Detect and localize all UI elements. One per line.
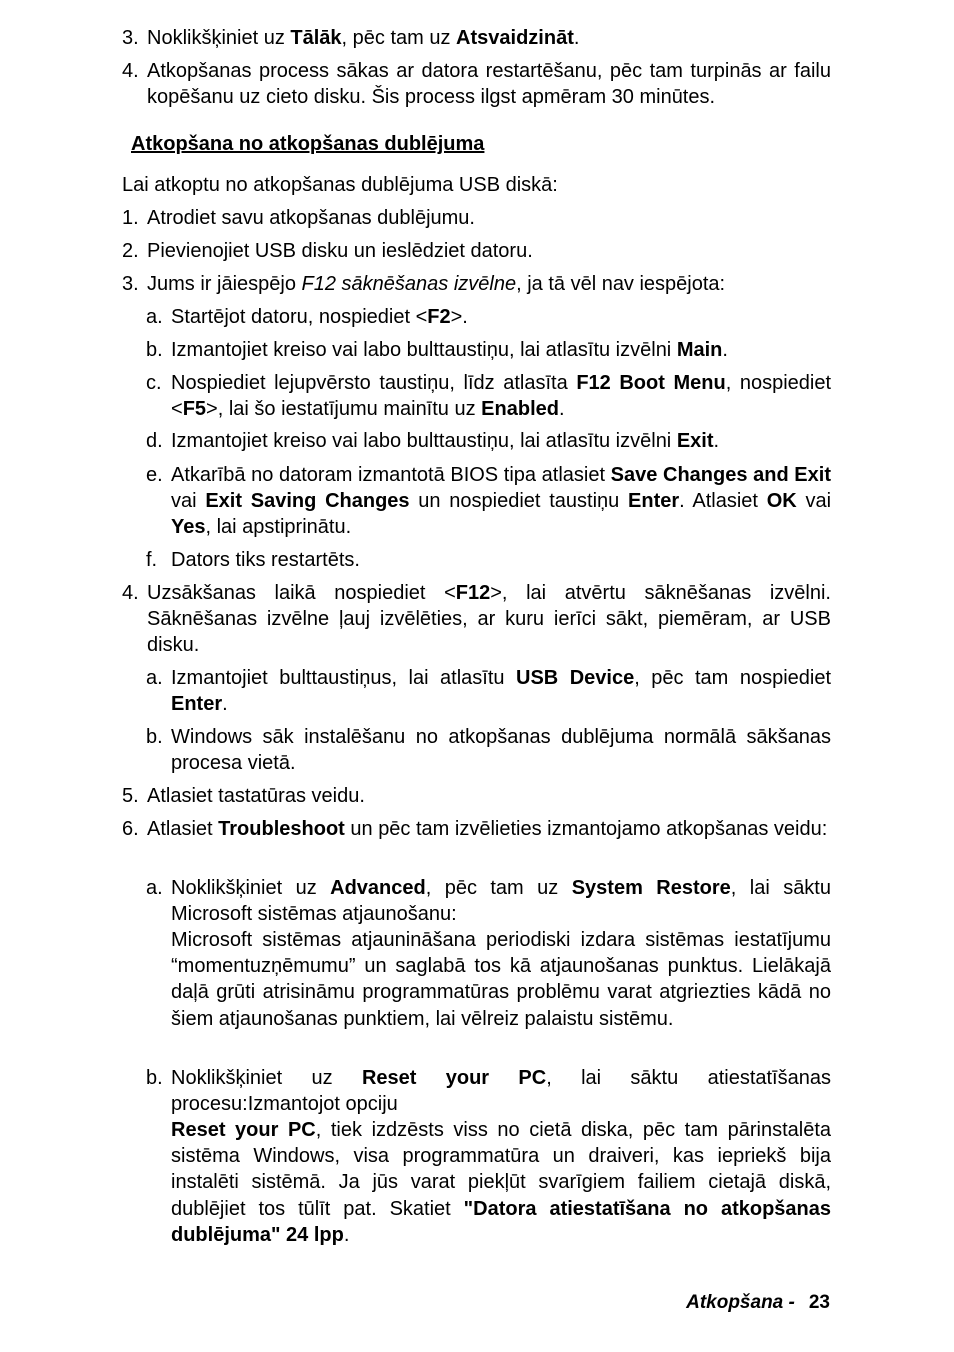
text-run: Atlasiet (147, 818, 219, 840)
bold-text: Enter (171, 693, 223, 716)
step-text (147, 816, 831, 842)
bold-text: F12 (455, 582, 491, 604)
text-run: , lai apstiprinātu. (205, 516, 352, 539)
text-run: Jums ir jāiespējo (147, 273, 302, 295)
section-heading: Atkopšana no atkopšanas dublējuma (131, 133, 485, 155)
text-run: Izmantojiet kreiso vai labo bulttaustiņu, lai atlasītu izvēlni (171, 339, 677, 361)
text-run: . (222, 693, 228, 716)
text-run: , pēc tam uz (341, 27, 457, 49)
text-run: , nospiediet < (171, 372, 831, 421)
substep-text (171, 665, 831, 717)
intro-text: Lai atkoptu no atkopšanas dublējuma USB diskā: (122, 174, 558, 196)
bold-text: Exit (676, 430, 714, 452)
step-number: 6. (122, 818, 139, 840)
bold-text: Exit Saving Changes (205, 490, 410, 513)
list-number: 3. (122, 27, 139, 49)
list-item-text (147, 25, 831, 51)
step-number: 4. (122, 582, 139, 604)
footer-label: Atkopšana - (686, 1292, 795, 1313)
text-run: Noklikšķiniet uz (171, 1067, 362, 1089)
substep-continuation (171, 927, 831, 1032)
substep-letter: d. (146, 430, 163, 452)
bold-text: Advanced (330, 877, 426, 899)
text-run: >, lai šo iestatījumu mainītu uz (206, 398, 482, 421)
bold-text: F12 Boot Menu (576, 372, 726, 394)
text-run: Atkopšanas process sākas ar datora restartēšanu, pēc tam turpinās ar failu kopēšanu uz cieto disku. Šis process ilgst apmēram 30 minūtes. (147, 60, 831, 109)
bold-text: Atsvaidzināt (456, 27, 574, 49)
substep-text (171, 1065, 831, 1117)
text-run: Startējot datoru, nospiediet < (171, 306, 428, 328)
bold-text: Save Changes and Exit (610, 464, 831, 486)
bold-text: Yes (171, 516, 206, 539)
text-run: . (573, 27, 580, 49)
text-run: . (713, 430, 720, 452)
bold-text: F2 (427, 306, 451, 328)
text-run: Izmantojiet kreiso vai labo bulttaustiņu, lai atlasītu izvēlni (171, 430, 677, 452)
text-run: , pēc tam nospiediet (634, 667, 832, 689)
text-run: . (343, 1223, 350, 1246)
step-text (147, 238, 831, 264)
substep-letter: a. (146, 877, 163, 899)
step-text (147, 783, 831, 809)
step-number: 3. (122, 273, 139, 295)
text-run: un nospiediet taustiņu (409, 490, 629, 513)
bold-text: System Restore (571, 877, 731, 899)
bold-text: Troubleshoot (218, 818, 345, 840)
substep-letter: f. (146, 549, 158, 571)
text-run: , lai sāktu atiestatīšanas procesu:Izmantojot opciju (171, 1067, 831, 1116)
text-run: , tiek izdzēsts viss no cietā diska, pēc tam pārinstalēta sistēma Windows, visa programmatūra un draiveri, kas iepriekš bija instalēti sistēmā. Ja jūs varat piekļūt svarīgiem failiem cietajā diskā, dublējiet tos tūlīt pat. Skatiet (171, 1119, 831, 1220)
text-run: , ja tā vēl nav iespējota: (516, 273, 726, 295)
substep-letter: b. (146, 1067, 163, 1089)
bold-text: Reset your PC (361, 1067, 547, 1089)
substep-letter: e. (146, 464, 163, 486)
text-run: Dators tiks restartēts. (171, 549, 360, 571)
bold-text: Main (676, 339, 723, 361)
text-run: Windows sāk instalēšanu no atkopšanas dublējuma normālā sākšanas procesa vietā. (171, 726, 831, 775)
substep-text (171, 304, 831, 330)
substep-letter: b. (146, 339, 163, 361)
italic-text: F12 sāknēšanas izvēlne (301, 273, 517, 295)
text-run: Microsoft sistēmas atjaunināšana periodiski izdara sistēmas iestatījumu “momentuzņēmumu” un saglabā tos kā atjaunošanas punktus. Lielākajā daļā grūti atrisināmu programmatūras problēmu varat atgriezties kādā no šiem atjaunošanas punktiem, lai vēlreiz palaistu sistēmu. (171, 929, 831, 1030)
step-text (147, 205, 831, 231)
step-number: 2. (122, 240, 139, 262)
substep-text (171, 875, 831, 927)
substep-letter: a. (146, 306, 163, 328)
substep-text (171, 370, 831, 422)
text-run: vai (171, 490, 206, 513)
step-text (147, 580, 831, 659)
text-run: Uzsākšanas laikā nospiediet < (147, 582, 456, 604)
substep-letter: a. (146, 667, 163, 689)
text-run: >. (450, 306, 468, 328)
substep-continuation (171, 1117, 831, 1248)
substep-letter: b. (146, 726, 163, 748)
substep-text (171, 337, 831, 363)
step-number: 5. (122, 785, 139, 807)
page-number: 23 (808, 1292, 830, 1313)
text-run: Atkarībā no datoram izmantotā BIOS tipa atlasiet (171, 464, 611, 486)
substep-letter: c. (146, 372, 162, 394)
text-run: Nospiediet lejupvērsto taustiņu, līdz atlasīta (171, 372, 577, 394)
bold-text: Reset your PC (171, 1119, 316, 1141)
text-run: Pievienojiet USB disku un ieslēdziet datoru. (147, 240, 533, 262)
text-run: . (722, 339, 728, 361)
page-footer (686, 1290, 830, 1316)
text-run: >, lai atvērtu sāknēšanas izvēlni. Sāknēšanas izvēlne ļauj izvēlēties, ar kuru ierīci sākt, piemēram, ar USB disku. (147, 582, 831, 657)
text-run: Noklikšķiniet uz (147, 27, 291, 49)
bold-text: Enabled (481, 398, 559, 421)
bold-text: "Datora atiestatīšana no atkopšanas dublējuma" 24 lpp (171, 1197, 832, 1246)
list-item-text (147, 58, 831, 110)
substep-text (171, 724, 831, 776)
text-run: Noklikšķiniet uz (171, 877, 331, 899)
text-run: , pēc tam uz (425, 877, 572, 899)
bold-text: Enter (628, 490, 680, 513)
bold-text: USB Device (516, 667, 635, 689)
text-run: Atlasiet tastatūras veidu. (147, 785, 365, 807)
step-number: 1. (122, 207, 139, 229)
bold-text: OK (766, 490, 797, 513)
substep-text (171, 462, 831, 541)
text-run: . Atlasiet (679, 490, 767, 513)
text-run: vai (796, 490, 832, 513)
step-text (147, 271, 831, 297)
bold-text: Tālāk (290, 27, 342, 49)
substep-text (171, 428, 831, 454)
text-run: Atrodiet savu atkopšanas dublējumu. (147, 207, 475, 229)
list-number: 4. (122, 60, 139, 82)
text-run: . (558, 398, 565, 421)
text-run: , lai sāktu Microsoft sistēmas atjaunošanu: (171, 877, 831, 926)
text-run: un pēc tam izvēlieties izmantojamo atkopšanas veidu: (344, 818, 828, 840)
substep-text (171, 547, 831, 573)
bold-text: F5 (182, 398, 207, 421)
text-run: Izmantojiet bulttaustiņus, lai atlasītu (171, 667, 516, 689)
